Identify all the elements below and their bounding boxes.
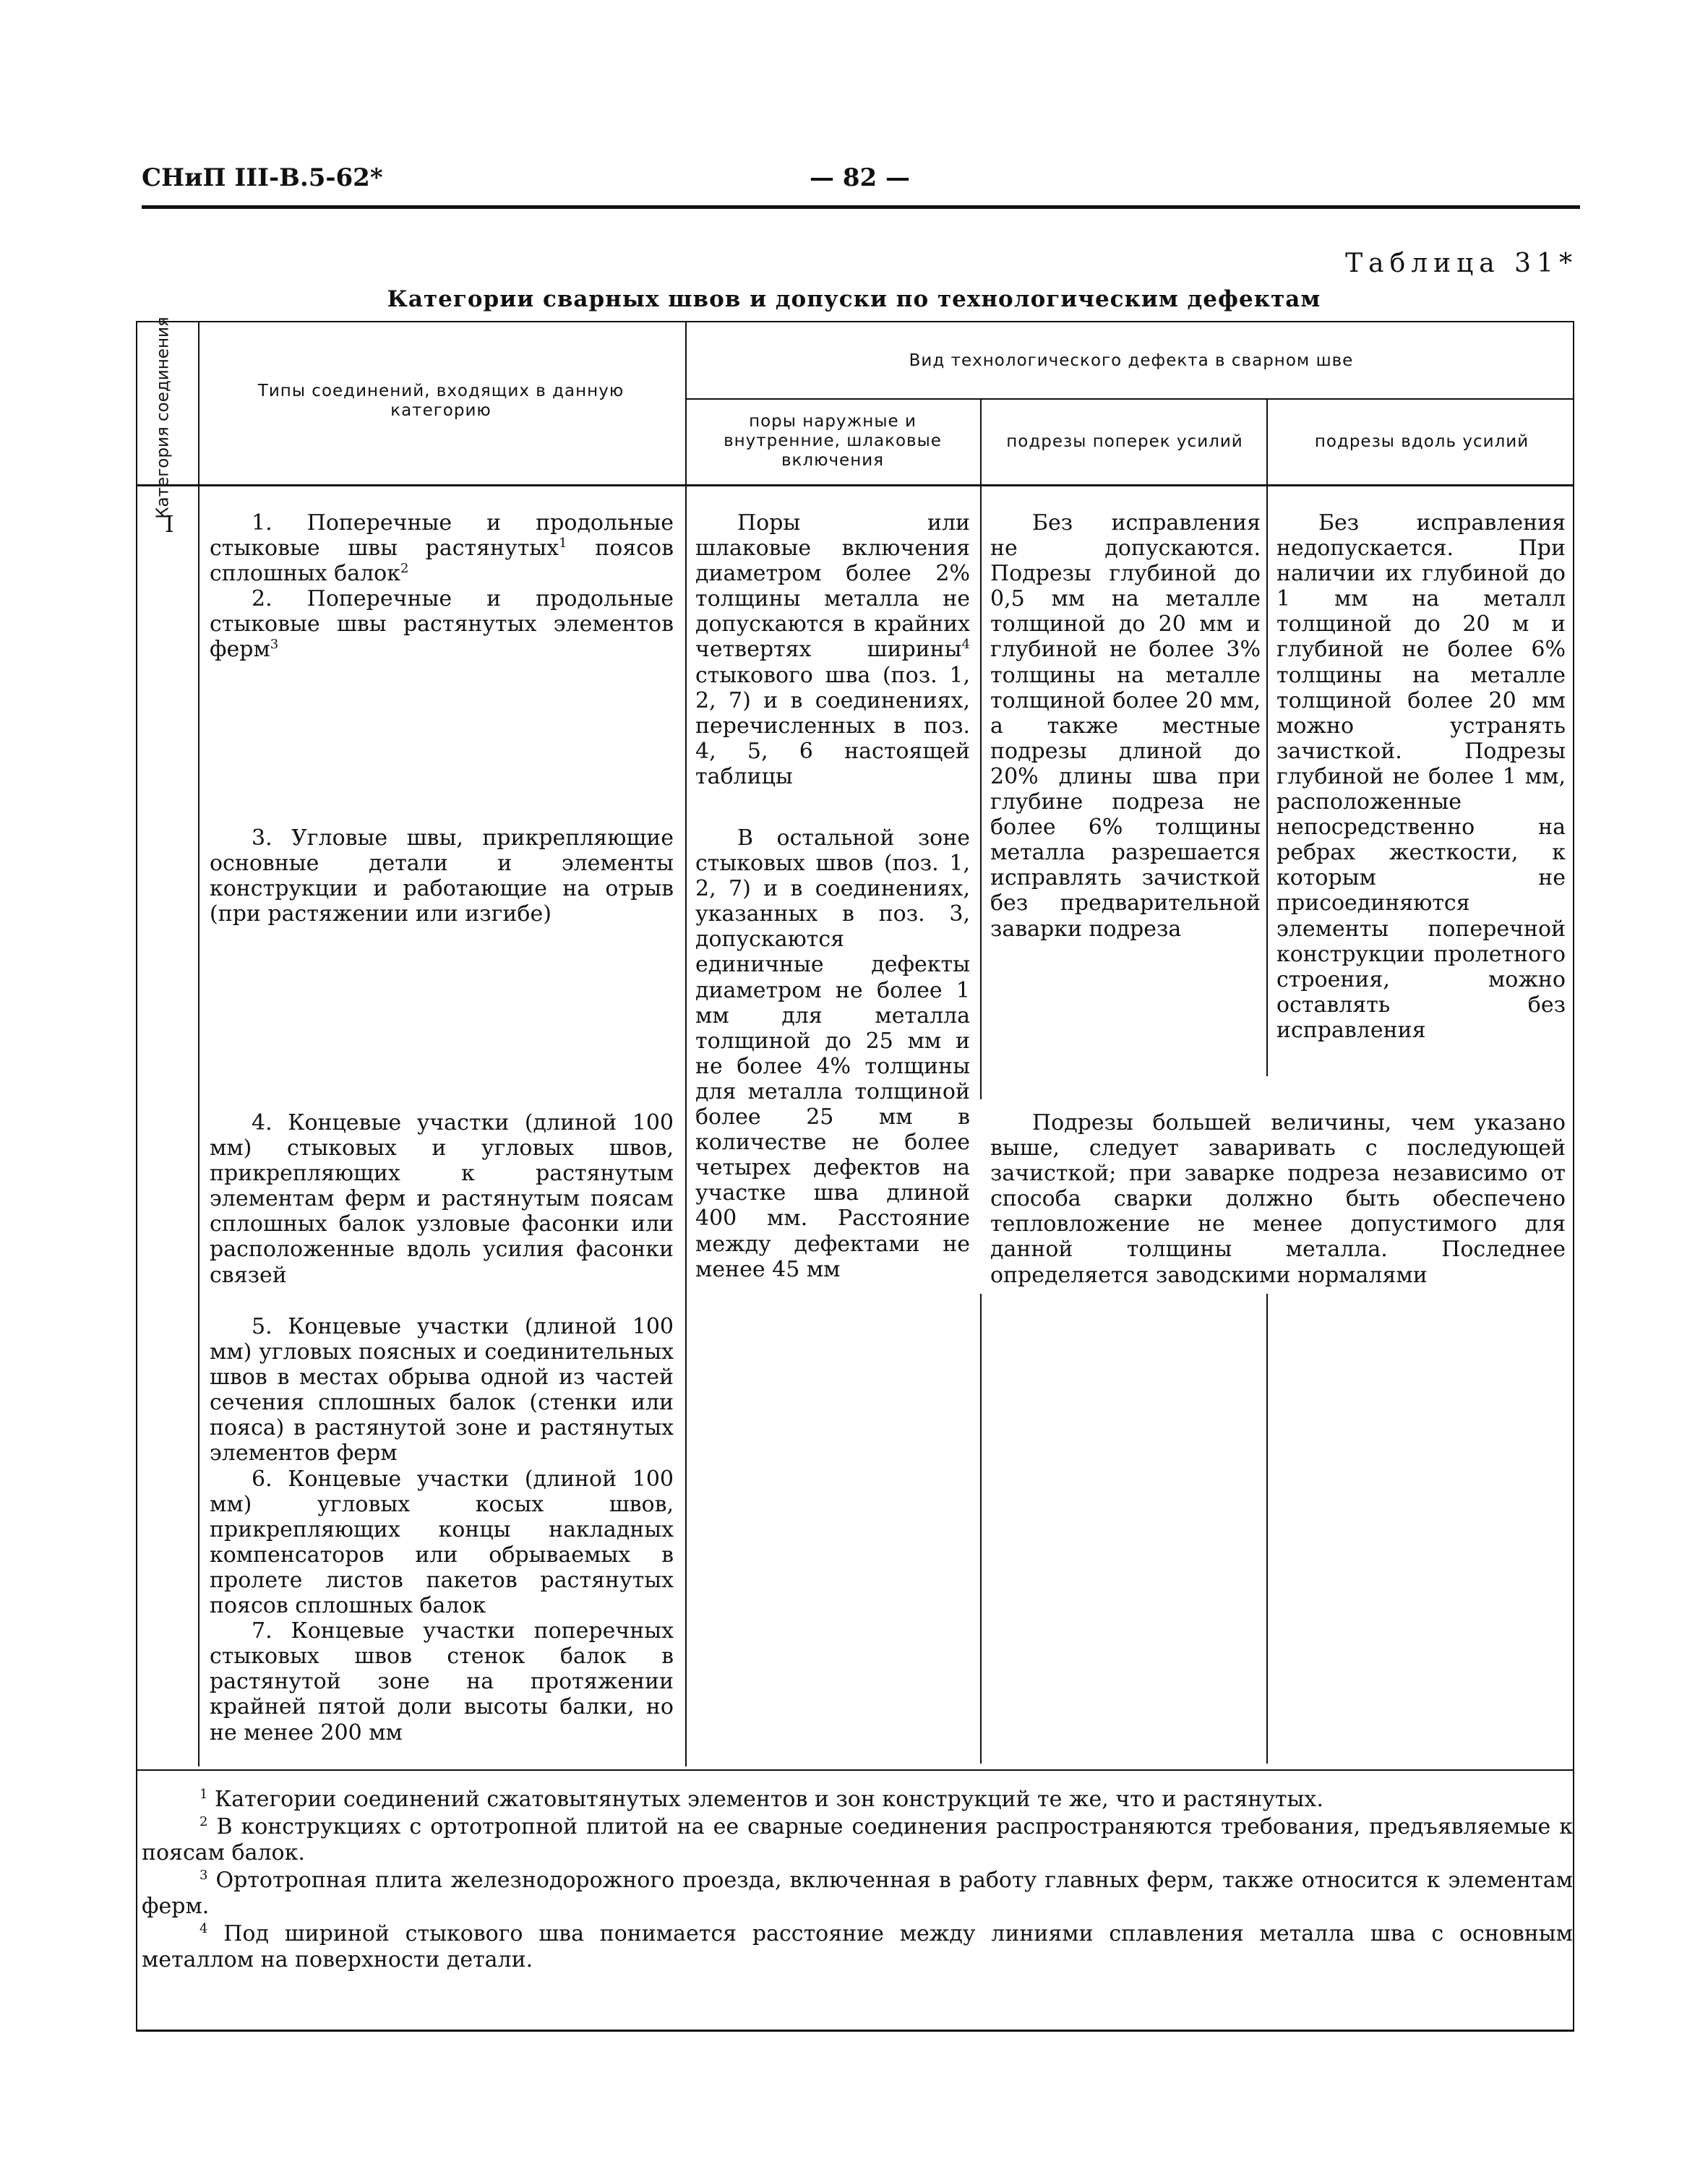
table-left-rule	[136, 321, 137, 2031]
undercut-along-text: Без исправления недопускается. При наличии их глубиной до 1 мм на металл толщиной до 20 м и глубиной не более 6% толщины на металле толщиной более 20 мм можно устранять зачисткой. Подрезы глубиной не более 1 мм, расположенные непосредственно на ребрах жесткости, к которым не присоединяются элементы поперечной конструкции пролетного строения, можно оставлять без исправления	[1276, 510, 1566, 1043]
col-divider-4b	[1266, 1294, 1268, 1764]
joint-2: 2. Поперечные и продольные стыковые швы растянутых элементов ферм	[210, 586, 674, 663]
joint-1b: поясов сплошных балок	[210, 536, 674, 587]
undercut-across-text: Без исправления не допускаются. Подрезы глубиной до 0,5 мм на металле толщиной до 20 мм и глубиной не более 3% толщины на металле толщиной более 20 мм, а также местные подрезы длиной до 20% длины шва при глубине подреза не более 6% толщины металла разрешается исправлять зачисткой без предварительной заварки подреза	[990, 510, 1261, 942]
footnote-2: $^2$ В конструкциях с ортотропной плитой на ее сварные соединения распространяются требования, предъявляемые к поясам балок.	[142, 1814, 1573, 1865]
table-top-rule	[136, 321, 1574, 322]
pores-text-a: Поры или шлаковые включения диаметром более 2% толщины металла не допускаются в крайних четвертях ширины$^4$ стыкового шва (поз. 1, 2, 7) и в соединениях, перечисленных в поз. 4, 5, 6 настоящей таблицы	[695, 510, 970, 789]
category-number: I	[165, 510, 174, 538]
footnote-3: $^3$ Ортотропная плита железнодорожного проезда, включенная в работу главных ферм, также относится к элементам ферм.	[142, 1868, 1573, 1919]
col-divider-2	[685, 321, 687, 1766]
joints-5-7	[210, 1314, 674, 1746]
joint-1a: 1. Поперечные и продольные стыковые швы растянутых	[210, 510, 674, 562]
col-divider-3b	[980, 1294, 982, 1764]
page-number: — 82 —	[810, 163, 910, 192]
undercut-common-text: Подрезы большей величины, чем указано выше, следует заваривать с последующей зачисткой; при заварке подреза независимо от способа сварки должно быть обеспечено тепловложение не менее допустимого для данной толщины металла. Последнее определяется заводскими нормалями	[990, 1110, 1566, 1288]
header-undercut-along: подрезы вдоль усилий	[1314, 432, 1529, 451]
col-divider-3	[980, 398, 982, 1099]
header-pores: поры наружные и внутренние, шлаковые включения	[724, 412, 942, 471]
header-undercut-across: подрезы поперек усилий	[1006, 432, 1243, 451]
pores-text-b: В остальной зоне стыковых швов (поз. 1, 2, 7) и в соединениях, указанных в поз. 3, допускаются единичные дефекты диаметром не более 1 мм для металла толщиной до 25 мм и не более 4% толщины для металла толщиной более 25 мм в количестве не более четырех дефектов на участке шва длиной 400 мм. Расстояние между дефектами не менее 45 мм	[695, 825, 970, 1282]
table-right-rule	[1573, 321, 1574, 2031]
header-category: Категория соединения	[153, 316, 173, 519]
joint-3: 3. Угловые швы, прикрепляющие основные детали и элементы конструкции и работающие на отрыв (при растяжении или изгибе)	[210, 825, 674, 927]
joint-6: 6. Концевые участки (длиной 100 мм) угловых косых швов, прикрепляющих концы накладных компенсаторов или обрываемых в пролете листов пакетов растянутых поясов сплошных балок	[210, 1466, 674, 1619]
joint-7: 7. Концевые участки поперечных стыковых швов стенок балок в растянутой зоне на протяжении крайней пятой доли высоты балки, но не менее 200 мм	[210, 1618, 674, 1746]
col-divider-4	[1266, 398, 1268, 1076]
footnote-4: $^4$ Под шириной стыкового шва понимается расстояние между линиями сплавления металла шва с основным металлом на поверхности детали.	[142, 1921, 1573, 1972]
defect-subheader-rule	[685, 398, 1574, 400]
table-label: Таблица 31*	[1345, 249, 1578, 278]
table-bottom-rule	[136, 1769, 1574, 1771]
col-divider-1	[198, 321, 199, 1766]
header-rule	[142, 205, 1580, 209]
joint-types-1-3: 1. Поперечные и продольные стыковые швы растянутых$^1$ поясов сплошных балок$^2$ 2. Поперечные и продольные стыковые швы растянутых элементов ферм$^3$	[210, 510, 674, 663]
joint-5: 5. Концевые участки (длиной 100 мм) угловых поясных и соединительных швов в местах обрыва одной из частей сечения сплошных балок (стенки или пояса) в растянутой зоне и растянутых элементов ферм	[210, 1314, 674, 1467]
table-title: Категории сварных швов и допуски по технологическим дефектам	[387, 286, 1321, 312]
header-defect-group: Вид технологического дефекта в сварном шве	[909, 351, 1354, 370]
footnote-1: $^1$ Категории соединений сжатовытянутых элементов и зон конструкций те же, что и растянутых.	[199, 1787, 1323, 1812]
header-joint-types: Типы соединений, входящих в данную категорию	[257, 382, 625, 421]
joint-4: 4. Концевые участки (длиной 100 мм) стыковых и угловых швов, прикрепляющих к растянутым элементам ферм и растянутым поясам сплошных балок узловые фасонки или расположенные вдоль усилия фасонки связей	[210, 1110, 674, 1288]
table-header-rule	[136, 484, 1574, 486]
footnote-bottom-rule	[136, 2030, 1574, 2032]
document-code: СНиП III-В.5-62*	[142, 163, 383, 192]
